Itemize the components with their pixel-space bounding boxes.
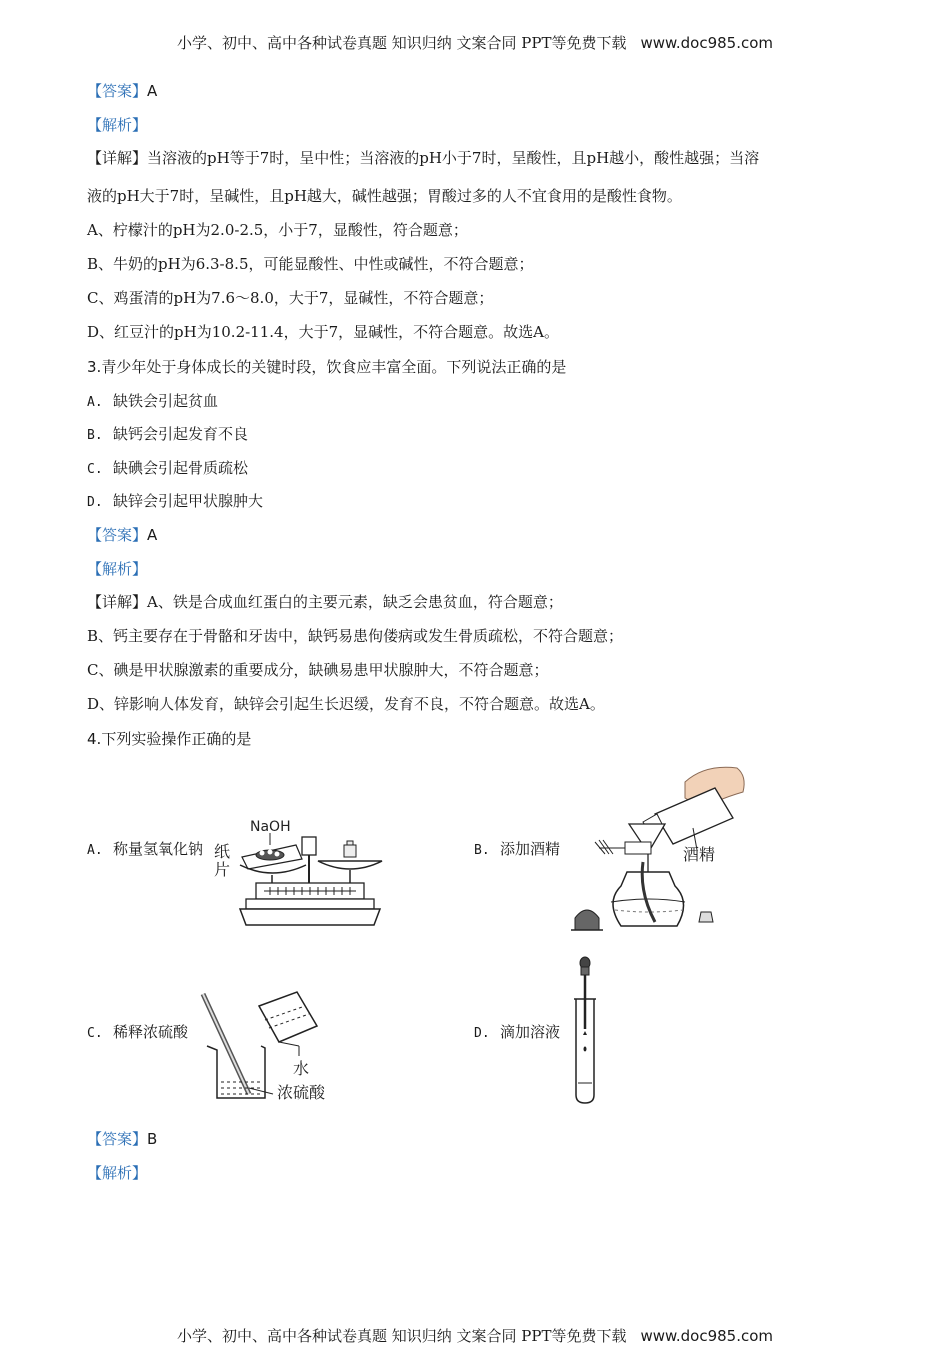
question-text: 青少年处于身体成长的关键时段，饮食应丰富全面。下列说法正确的是 [101, 358, 567, 376]
q4-option-a [87, 839, 203, 861]
answer-tag: 【答案】 [87, 1130, 148, 1148]
answer-tag: 【答案】 [87, 82, 148, 100]
q3-option-a [87, 391, 218, 413]
q4-option-b [474, 839, 560, 861]
option-label: A. [87, 395, 103, 410]
q2-detail-line2: 液的pH大于7时，呈碱性，且pH越大，碱性越强；胃酸过多的人不宜食用的是酸性食物。 [87, 187, 682, 205]
q4-option-d [474, 1022, 560, 1044]
q2-answer [87, 81, 157, 101]
answer-value: B [147, 1130, 158, 1148]
option-label: D. [87, 495, 103, 510]
paper-label-1: 纸 [214, 842, 231, 861]
footer-text: 小学、初中、高中各种试卷真题 知识归纳 文案合同 PPT等免费下载 [176, 1327, 627, 1345]
balance-figure [210, 815, 390, 930]
dropper-figure [572, 955, 598, 1105]
header-text: 小学、初中、高中各种试卷真题 知识归纳 文案合同 PPT等免费下载 [176, 34, 627, 52]
option-label: D. [474, 1026, 490, 1041]
q4-analysis-tag: 【解析】 [87, 1164, 148, 1182]
q4-answer [87, 1129, 157, 1149]
acid-label: 浓硫酸 [277, 1083, 326, 1102]
option-text: 添加酒精 [500, 840, 561, 858]
q2-line-d: D、红豆汁的pH为10.2-11.4，大于7，显碱性，不符合题意。故选A。 [87, 323, 559, 341]
answer-value: A [147, 526, 158, 544]
option-text: 滴加溶液 [500, 1023, 561, 1041]
q3-option-b [87, 424, 248, 446]
q2-line-c: C、鸡蛋清的pH为7.6～8.0，大于7，显碱性，不符合题意； [87, 289, 494, 307]
q3-analysis-tag: 【解析】 [87, 560, 148, 578]
alcohol-label: 酒精 [683, 845, 716, 864]
detail-tag: 【详解】 [87, 149, 148, 167]
option-label: B. [474, 843, 490, 858]
option-label: A. [87, 843, 103, 858]
q3-stem [87, 357, 566, 377]
question-number: 4. [87, 730, 102, 748]
header-url[interactable]: www.doc985.com [640, 34, 774, 52]
q3-option-d [87, 491, 263, 513]
q2-line-a: A、柠檬汁的pH为2.0-2.5，小于7，显酸性，符合题意； [87, 221, 468, 239]
q3-line-b: B、钙主要存在于骨骼和牙齿中，缺钙易患佝偻病或发生骨质疏松，不符合题意； [87, 627, 624, 645]
answer-tag: 【答案】 [87, 526, 148, 544]
page-footer [0, 1325, 950, 1346]
dilution-figure [195, 990, 340, 1105]
q2-detail-line1 [87, 148, 759, 168]
footer-url[interactable]: www.doc985.com [640, 1327, 774, 1345]
naoh-label: NaOH [250, 819, 291, 835]
q3-line-c: C、碘是甲状腺激素的重要成分，缺碘易患甲状腺肿大，不符合题意； [87, 661, 549, 679]
paper-label-2: 片 [214, 860, 231, 879]
option-label: C. [87, 462, 103, 477]
answer-value: A [147, 82, 158, 100]
detail-text: 当溶液的pH等于7时，呈中性；当溶液的pH小于7时，呈酸性，且pH越小，酸性越强；当溶 [147, 149, 760, 167]
q3-line-d: D、锌影响人体发育，缺锌会引起生长迟缓，发育不良，不符合题意。故选A。 [87, 695, 605, 713]
q2-analysis-tag: 【解析】 [87, 116, 148, 134]
q3-answer [87, 525, 157, 545]
q3-option-c [87, 458, 248, 480]
q4-stem [87, 729, 251, 749]
question-text: 下列实验操作正确的是 [101, 730, 252, 748]
detail-tag: 【详解】 [87, 593, 148, 611]
alcohol-lamp-figure [565, 762, 755, 934]
option-text: 称量氢氧化钠 [113, 840, 204, 858]
option-text: 缺铁会引起贫血 [113, 392, 219, 410]
water-label: 水 [293, 1059, 310, 1078]
option-text: 缺碘会引起骨质疏松 [113, 459, 249, 477]
detail-text: A、铁是合成血红蛋白的主要元素，缺乏会患贫血，符合题意； [147, 593, 563, 611]
page-header [0, 32, 950, 53]
option-text: 缺锌会引起甲状腺肿大 [113, 492, 264, 510]
q3-detail-first [87, 592, 563, 612]
q2-line-b: B、牛奶的pH为6.3-8.5，可能显酸性、中性或碱性，不符合题意； [87, 255, 534, 273]
question-number: 3. [87, 358, 102, 376]
option-text: 稀释浓硫酸 [113, 1023, 189, 1041]
q4-option-c [87, 1022, 188, 1044]
option-text: 缺钙会引起发育不良 [113, 425, 249, 443]
option-label: B. [87, 428, 103, 443]
option-label: C. [87, 1026, 103, 1041]
